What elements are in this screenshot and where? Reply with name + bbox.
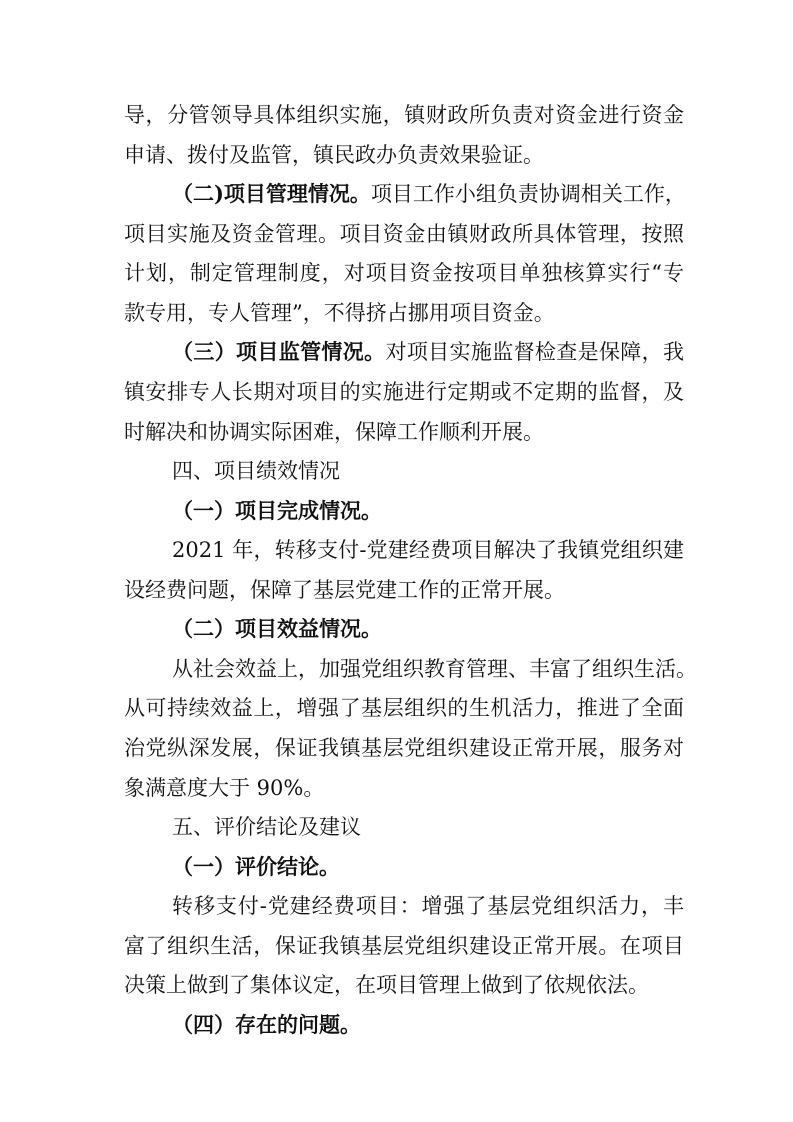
paragraph-text: 对项目实施监督检查是保障，我	[385, 340, 685, 364]
section-subheading: （二)项目管理情况。	[172, 181, 371, 206]
paragraph-line: 转移支付-党建经费项目：增强了基层党组织活力，丰	[172, 894, 684, 918]
section-heading: 五、评价结论及建议	[172, 815, 361, 839]
paragraph-line: 从社会效益上，加强党组织教育管理、丰富了组织生活。	[172, 657, 697, 681]
section-subheading: （一）项目完成情况。	[172, 498, 382, 523]
section-heading: 四、项目绩效情况	[172, 459, 340, 483]
paragraph-text: 项目工作小组负责协调相关工作，	[370, 182, 686, 206]
paragraph-line: 导，分管领导具体组织实施，镇财政所负责对资金进行资金	[124, 103, 684, 127]
section-subheading: （三）项目监管情况。	[172, 339, 386, 364]
paragraph-line: 2021 年，转移支付-党建经费项目解决了我镇党组织建	[172, 538, 684, 562]
paragraph-line: 申请、拨付及监管，镇民政办负责效果验证。	[124, 143, 544, 167]
section-subheading: （二）项目效益情况。	[172, 616, 382, 641]
paragraph-line	[172, 179, 684, 209]
section-subheading: （四）存在的问题。	[172, 1012, 361, 1037]
section-subheading: （一）评价结论。	[172, 854, 340, 879]
paragraph-line	[172, 337, 684, 367]
paragraph-line: 决策上做到了集体议定，在项目管理上做到了依规依法。	[124, 973, 649, 997]
paragraph-line: 富了组织生活，保证我镇基层党组织建设正常开展。在项目	[124, 934, 684, 958]
paragraph-line: 项目实施及资金管理。项目资金由镇财政所具体管理，按照	[124, 222, 684, 246]
paragraph-line: 镇安排专人长期对项目的实施进行定期或不定期的监督，及	[124, 380, 684, 404]
paragraph-line: 设经费问题，保障了基层党建工作的正常开展。	[124, 578, 565, 602]
paragraph-line: 象满意度大于 90%。	[124, 776, 325, 800]
paragraph-line: 款专用，专人管理”，不得挤占挪用项目资金。	[124, 301, 555, 325]
paragraph-line: 时解决和协调实际困难，保障工作顺利开展。	[124, 420, 544, 444]
paragraph-line: 治党纵深发展，保证我镇基层党组织建设正常开展，服务对	[124, 736, 684, 760]
paragraph-line: 从可持续效益上，增强了基层组织的生机活力，推进了全面	[124, 696, 684, 720]
paragraph-line: 计划，制定管理制度，对项目资金按项目单独核算实行“专	[124, 261, 684, 285]
